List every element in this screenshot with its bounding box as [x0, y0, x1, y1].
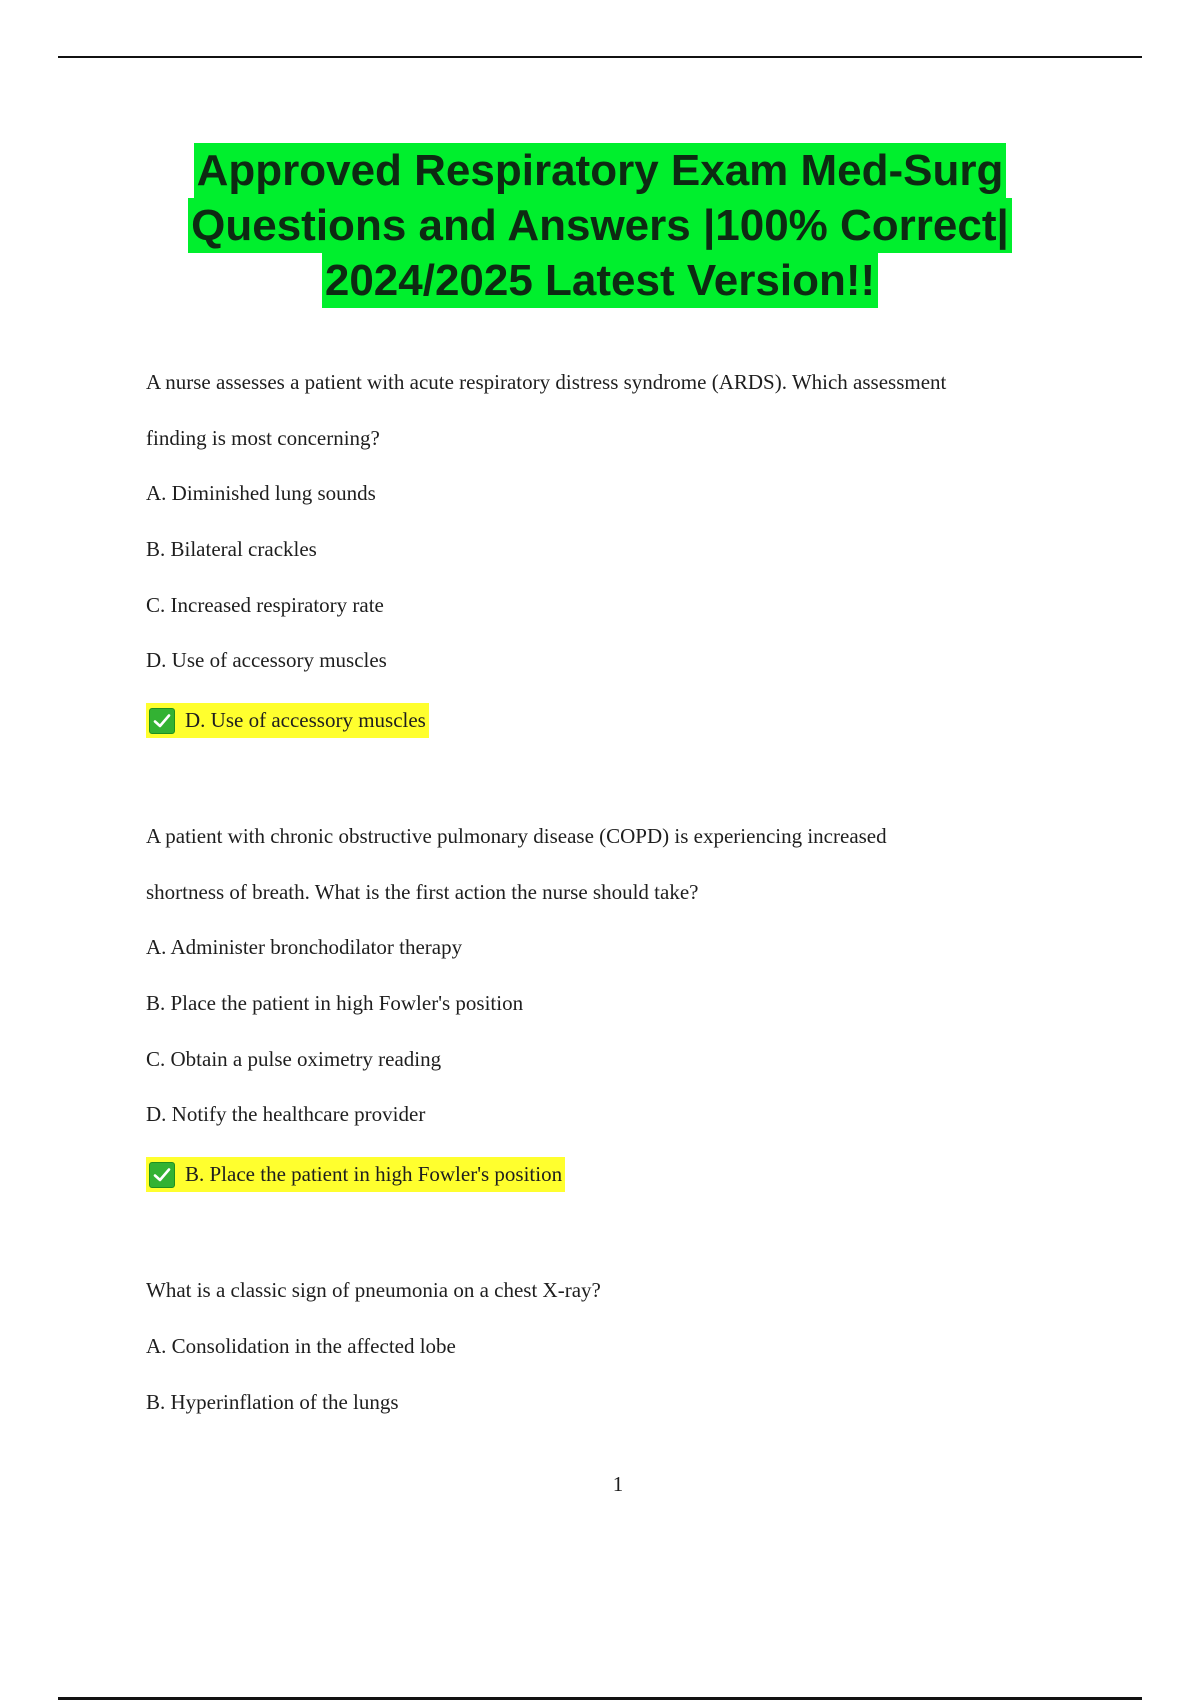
- question-1-answer: [146, 703, 429, 738]
- answer-highlight: [146, 1157, 565, 1192]
- question-1-text-line-1: A nurse assesses a patient with acute respiratory distress syndrome (ARDS). Which assessment: [146, 370, 947, 394]
- question-3-option-a: A. Consolidation in the affected lobe: [146, 1334, 456, 1358]
- question-1-option-b: B. Bilateral crackles: [146, 537, 317, 561]
- top-rule: [58, 56, 1142, 58]
- question-1-answer-text: D. Use of accessory muscles: [185, 708, 426, 732]
- title-line-3: 2024/2025 Latest Version!!: [322, 253, 878, 308]
- document-title: [60, 143, 1140, 308]
- question-2-option-d: D. Notify the healthcare provider: [146, 1102, 426, 1126]
- question-1-text-line-2: finding is most concerning?: [146, 426, 380, 450]
- question-3-text-line-1: What is a classic sign of pneumonia on a chest X-ray?: [146, 1278, 601, 1302]
- question-3-option-b: B. Hyperinflation of the lungs: [146, 1390, 399, 1414]
- question-1-option-c: C. Increased respiratory rate: [146, 593, 384, 617]
- question-1-option-a: A. Diminished lung sounds: [146, 481, 376, 505]
- title-line-2: Questions and Answers |100% Correct|: [188, 198, 1012, 253]
- check-mark-icon: [149, 708, 175, 734]
- question-2-text-line-1: A patient with chronic obstructive pulmonary disease (COPD) is experiencing increased: [146, 824, 887, 848]
- question-2-option-a: A. Administer bronchodilator therapy: [146, 935, 463, 959]
- question-2-text-line-2: shortness of breath. What is the first action the nurse should take?: [146, 880, 699, 904]
- question-2-option-b: B. Place the patient in high Fowler's position: [146, 991, 524, 1015]
- page-number: 1: [612, 1472, 624, 1496]
- question-2-answer: [146, 1157, 565, 1192]
- question-2-option-c: C. Obtain a pulse oximetry reading: [146, 1047, 442, 1071]
- question-2-answer-text: B. Place the patient in high Fowler's position: [185, 1162, 563, 1186]
- title-line-1: Approved Respiratory Exam Med-Surg: [194, 143, 1007, 198]
- answer-highlight: [146, 703, 429, 738]
- check-mark-icon: [149, 1162, 175, 1188]
- question-1-option-d: D. Use of accessory muscles: [146, 648, 387, 672]
